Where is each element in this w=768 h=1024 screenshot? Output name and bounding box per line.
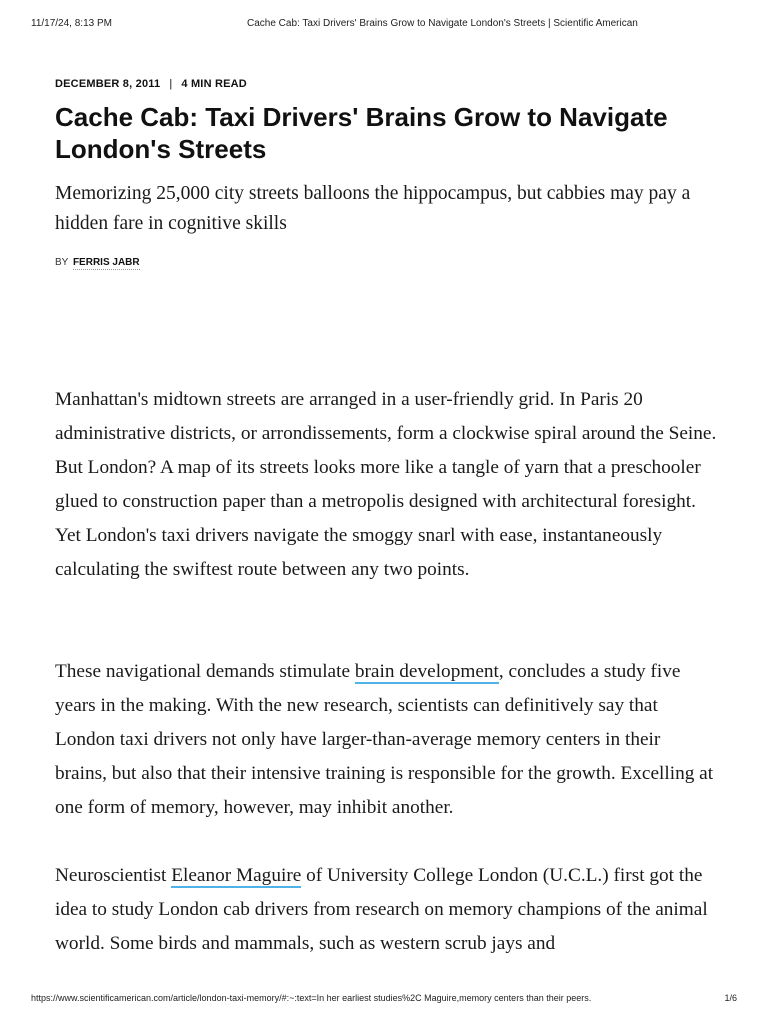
page-number: 1/6 [724, 993, 737, 1003]
publish-date: DECEMBER 8, 2011 [55, 78, 161, 90]
print-document-title: Cache Cab: Taxi Drivers' Brains Grow to Navigate London's Streets | Scientific American [247, 18, 638, 29]
body-paragraph-2 [55, 655, 717, 825]
print-header [31, 18, 737, 32]
print-footer [31, 993, 737, 1007]
article-meta [55, 78, 247, 90]
byline-prefix: BY [55, 257, 69, 268]
article-subheadline: Memorizing 25,000 city streets balloons the hippocampus, but cabbies may pay a hidden fare in cognitive skills [55, 183, 691, 234]
article-headline: Cache Cab: Taxi Drivers' Brains Grow to Navigate London's Streets [55, 102, 668, 164]
print-url: https://www.scientificamerican.com/article/london-taxi-memory/#:~:text=In her earliest studies%2C Maguire,memory centers than their peers. [31, 993, 592, 1003]
paragraph-text: Neuroscientist [55, 865, 172, 886]
body-paragraph-3 [55, 859, 717, 961]
byline [55, 257, 140, 268]
read-time: 4 MIN READ [181, 78, 247, 90]
paragraph-text: These navigational demands stimulate [55, 661, 355, 682]
brain-development-link[interactable]: brain development [354, 661, 499, 682]
print-timestamp: 11/17/24, 8:13 PM [31, 18, 112, 29]
meta-separator: | [169, 78, 173, 90]
author-link[interactable]: FERRIS JABR [72, 257, 140, 268]
paragraph-text: , concludes a study five years in the making. With the new research, scientists can definitively say that London taxi drivers not only have larger-than-average memory centers in their brains, but also that their intensive training is responsible for the growth. Excelling at one form of memory, however, may inhibit another. [55, 661, 714, 818]
body-paragraph-1: Manhattan's midtown streets are arranged in a user-friendly grid. In Paris 20 administrative districts, or arrondissements, form a clockwise spiral around the Seine. But London? A map of its streets looks more like a tangle of yarn that a preschooler glued to construction paper than a metropolis designed with architectural foresight. Yet London's taxi drivers navigate the smoggy snarl with ease, instantaneously calculating the swiftest route between any two points. [55, 389, 717, 580]
paragraph-text: of University College London (U.C.L.) first got the idea to study London cab drivers from research on memory champions of the animal world. Some birds and mammals, such as western scrub jays and [55, 865, 708, 954]
eleanor-maguire-link[interactable]: Eleanor Maguire [171, 865, 302, 886]
